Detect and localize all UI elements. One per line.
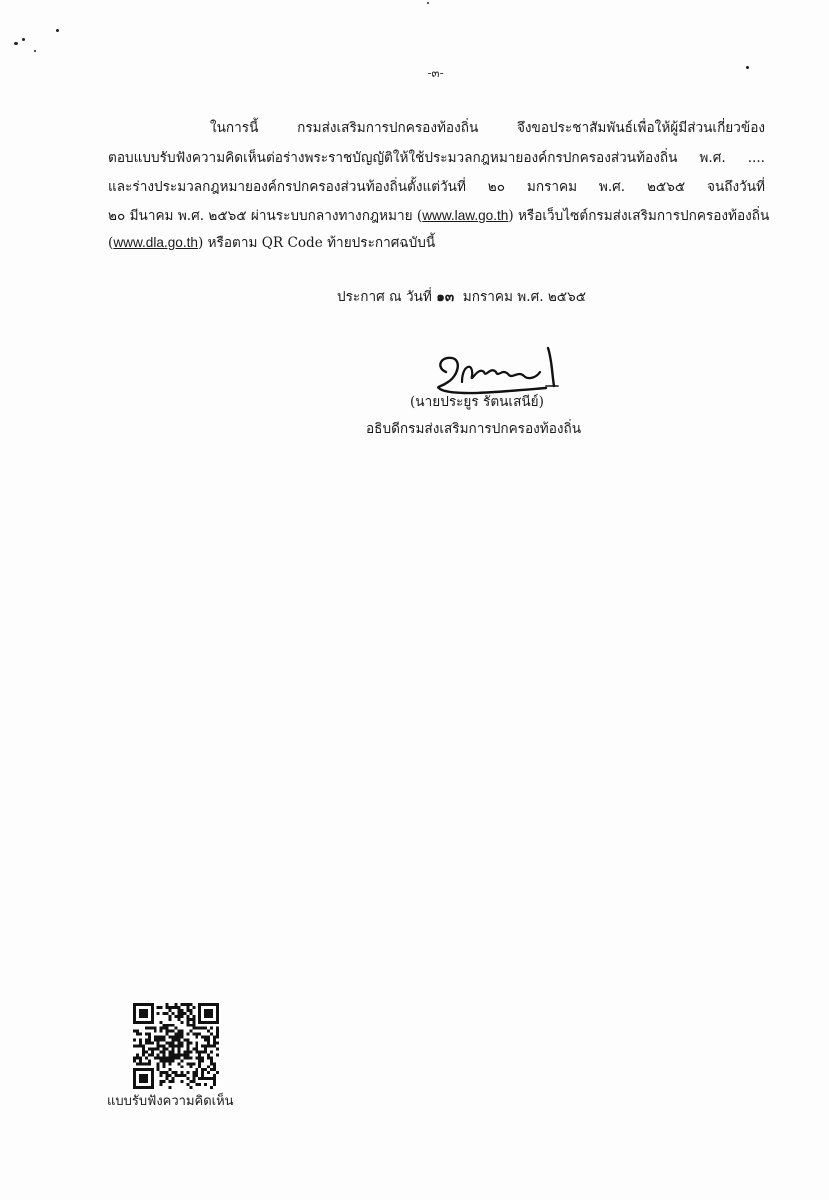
body-line-5-after: ) หรือตาม QR Code ท้ายประกาศฉบับนี้ xyxy=(197,235,436,251)
scan-speck xyxy=(34,50,36,52)
law-website-link[interactable]: www.law.go.th xyxy=(422,208,509,223)
signature-image xyxy=(428,342,564,398)
announcement-month-year: มกราคม พ.ศ. ๒๕๖๕ xyxy=(462,289,587,305)
body-line-1: ในการนี้ กรมส่งเสริมการปกครองท้องถิ่น จึงขอประชาสัมพันธ์เพื่อให้ผู้มีส่วนเกี่ยวข้อง xyxy=(210,120,765,136)
body-line-2: ตอบแบบรับฟังความคิดเห็นต่อร่างพระราชบัญญัติให้ใช้ประมวลกฎหมายองค์กรปกครองส่วนท้องถิ่น พ.ศ. .... xyxy=(108,150,765,166)
body-line-3: และร่างประมวลกฎหมายองค์กรปกครองส่วนท้องถิ่นตั้งแต่วันที่ ๒๐ มกราคม พ.ศ. ๒๕๖๕ จนถึงวันที่ xyxy=(108,179,765,195)
announcement-date xyxy=(337,286,586,308)
body-line-4-before: ๒๐ มีนาคม พ.ศ. ๒๕๖๕ ผ่านระบบกลางทางกฎหมาย ( xyxy=(108,208,423,224)
body-line-5 xyxy=(108,232,435,254)
body-line-4-after: ) หรือเว็บไซต์กรมส่งเสริมการปกครองท้องถิ่น xyxy=(508,208,770,224)
dla-website-link[interactable]: www.dla.go.th xyxy=(113,235,198,250)
scan-speck xyxy=(22,38,25,41)
body-line-5-before: ( xyxy=(108,235,114,251)
scan-speck xyxy=(14,42,18,45)
scan-speck xyxy=(56,29,59,32)
body-line-4 xyxy=(108,205,770,227)
signer-title: อธิบดีกรมส่งเสริมการปกครองท้องถิ่น xyxy=(366,421,582,437)
qr-caption: แบบรับฟังความคิดเห็น xyxy=(107,1094,234,1109)
page-number: -๓- xyxy=(427,66,444,80)
qr-code[interactable] xyxy=(133,1003,219,1089)
scan-speck xyxy=(427,2,429,4)
signer-name: (นายประยูร รัตนเสนีย์) xyxy=(410,394,544,410)
announcement-day: ๑๓ xyxy=(436,289,455,305)
announcement-prefix: ประกาศ ณ วันที่ xyxy=(337,289,432,305)
